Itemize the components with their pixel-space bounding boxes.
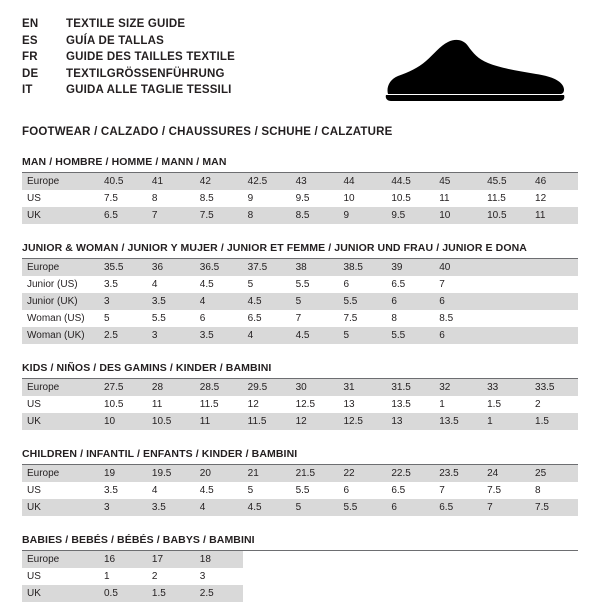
size-cell-empty [482,259,530,276]
size-cell: 8.5 [439,313,454,324]
size-cell: 12 [291,413,339,430]
size-cell: 9 [338,207,386,224]
size-cell: 7 [147,207,195,224]
size-block-man [22,156,578,224]
size-cell: 10.5 [147,413,195,430]
size-cell: 1 [104,571,110,582]
size-cell: 8.5 [291,207,339,224]
size-cell-empty [434,551,482,568]
language-row [22,33,235,50]
size-cell: 8 [151,193,158,204]
size-cell: 17 [147,551,195,568]
size-cell: 6 [386,499,434,516]
size-cell: 5.5 [151,313,166,324]
footwear-section-title: FOOTWEAR / CALZADO / CHAUSSURES / SCHUHE / CALZATURE [22,126,393,138]
table-row [22,551,578,568]
language-code: EN [22,18,39,30]
size-cell: 22 [338,465,386,482]
size-block-kids [22,362,578,430]
size-cell-empty [291,585,339,602]
size-cell: 7 [482,499,530,516]
size-cell: 6 [434,293,482,310]
size-cell: 7 [295,313,302,324]
size-cell: 3 [199,571,206,582]
size-cell-empty [530,259,578,276]
table-row [22,259,578,276]
size-table-children [22,465,578,516]
size-cell: 44.5 [386,173,434,190]
size-cell: 5 [291,499,339,516]
size-cell: 9.5 [295,193,310,204]
size-cell: 13.5 [391,399,411,410]
size-cell: 7.5 [343,313,358,324]
block-title: BABIES / BEBÉS / BÉBÉS / BABYS / BAMBINI [22,534,578,551]
size-cell-empty [291,568,339,585]
size-cell: 3 [99,499,147,516]
document-header [22,16,578,112]
table-row [22,276,578,293]
row-label: US [27,399,41,410]
size-cell: 19.5 [147,465,195,482]
size-cell: 29.5 [243,379,291,396]
language-title: GUIDA ALLE TAGLIE TESSILI [66,84,232,96]
size-cell: 36 [147,259,195,276]
size-cell-empty [386,568,434,585]
size-cell-empty [482,551,530,568]
size-table-junior-woman [22,259,578,344]
size-cell: 4.5 [243,499,291,516]
size-cell: 33.5 [530,379,578,396]
size-cell-empty [530,551,578,568]
row-label: US [27,193,41,204]
size-cell-empty [338,551,386,568]
size-cell: 6 [343,485,350,496]
size-cell: 10 [99,413,147,430]
size-cell: 3.5 [147,499,195,516]
table-row [22,379,578,396]
size-cell: 4 [195,293,243,310]
size-cell: 5 [247,279,254,290]
table-row [22,190,578,207]
size-cell: 38.5 [338,259,386,276]
size-cell: 42.5 [243,173,291,190]
row-label: UK [22,413,99,430]
size-cell: 7.5 [104,193,118,204]
size-cell: 10 [434,207,482,224]
size-block-children [22,448,578,516]
block-title: CHILDREN / INFANTIL / ENFANTS / KINDER / BAMBINI [22,448,578,465]
size-cell: 9.5 [386,207,434,224]
size-cell: 4 [151,279,158,290]
language-code: ES [22,34,38,47]
size-cell: 6.5 [247,313,262,324]
size-table-man [22,173,578,224]
row-label: UK [22,207,99,224]
language-row [22,66,235,83]
size-cell: 3.5 [147,293,195,310]
size-cell: 6 [343,279,350,290]
size-cell: 2.5 [99,327,147,344]
size-cell: 44 [338,173,386,190]
size-cell: 28 [147,379,195,396]
size-cell: 5 [291,293,339,310]
size-cell: 10 [343,193,355,204]
size-cell: 21.5 [291,465,339,482]
size-cell: 5 [104,313,110,324]
size-cell-empty [530,568,578,585]
size-cell: 37.5 [243,259,291,276]
row-label: Junior (US) [27,279,78,290]
language-title: GUIDE DES TAILLES TEXTILE [66,51,235,63]
size-cell: 38 [291,259,339,276]
size-cell: 35.5 [99,259,147,276]
size-cell: 5.5 [295,279,310,290]
size-cell: 43 [291,173,339,190]
size-cell: 4 [243,327,291,344]
row-label: Woman (UK) [22,327,99,344]
language-row [22,49,235,66]
size-cell: 1 [439,399,445,410]
size-cell-empty [482,327,530,344]
row-label: US [27,571,41,582]
size-cell: 4.5 [199,485,214,496]
size-block-babies [22,534,578,602]
table-row [22,413,578,430]
size-cell: 31.5 [386,379,434,396]
block-title: KIDS / NIÑOS / DES GAMINS / KINDER / BAMBINI [22,362,578,379]
table-row [22,293,578,310]
size-cell-empty [530,276,578,293]
size-cell: 1 [482,413,530,430]
size-cell: 12 [247,399,259,410]
size-cell: 24 [482,465,530,482]
size-cell: 3 [99,293,147,310]
size-cell: 40.5 [99,173,147,190]
size-cell-empty [482,293,530,310]
size-cell: 6.5 [434,499,482,516]
language-title: GUÍA DE TALLAS [66,34,164,47]
size-table-babies [22,551,578,602]
size-cell-empty [434,568,482,585]
table-row [22,585,578,602]
language-code: IT [22,84,33,96]
row-label: Europe [22,379,99,396]
size-cell: 3.5 [104,485,118,496]
size-cell-empty [530,327,578,344]
row-label: Europe [22,465,99,482]
table-row [22,327,578,344]
size-cell: 25 [530,465,578,482]
size-cell: 36.5 [195,259,243,276]
size-cell: 11.5 [243,413,291,430]
size-cell-empty [530,310,578,327]
size-cell: 6 [386,293,434,310]
language-title-list-body [22,16,235,99]
table-row [22,482,578,499]
size-block-junior-woman [22,242,578,344]
size-cell: 6.5 [391,279,406,290]
size-cell: 1.5 [530,413,578,430]
size-cell-empty [386,585,434,602]
size-cell: 12.5 [295,399,316,410]
size-cell: 10.5 [482,207,530,224]
size-cell: 11 [439,193,450,204]
size-cell: 22.5 [386,465,434,482]
size-cell: 18 [195,551,243,568]
size-cell: 6 [199,313,206,324]
size-cell: 6.5 [391,485,406,496]
size-cell: 13 [386,413,434,430]
size-cell: 3.5 [195,327,243,344]
language-title: TEXTILE SIZE GUIDE [66,18,186,30]
size-cell: 7.5 [487,485,502,496]
size-cell: 27.5 [99,379,147,396]
size-cell: 7.5 [195,207,243,224]
block-title: JUNIOR & WOMAN / JUNIOR Y MUJER / JUNIOR ET FEMME / JUNIOR UND FRAU / JUNIOR E DONA [22,242,578,259]
size-cell: 1.5 [147,585,195,602]
size-cell: 11.5 [487,193,506,204]
size-cell: 4.5 [243,293,291,310]
size-cell-empty [243,551,291,568]
size-cell: 11 [195,413,243,430]
table-row [22,396,578,413]
size-cell-empty [386,551,434,568]
language-row [22,82,235,99]
row-label: Europe [22,173,99,190]
table-row [22,207,578,224]
size-cell: 13 [343,399,355,410]
size-cell: 45.5 [482,173,530,190]
size-cell: 11 [151,399,163,410]
size-cell-empty [291,551,339,568]
size-cell: 0.5 [99,585,147,602]
size-cell: 7 [439,485,445,496]
size-cell: 2 [151,571,158,582]
size-cell-empty [482,310,530,327]
size-cell: 20 [195,465,243,482]
size-cell-empty [243,585,291,602]
size-cell: 19 [99,465,147,482]
size-cell: 7.5 [530,499,578,516]
table-row [22,499,578,516]
size-cell: 46 [530,173,578,190]
size-cell: 23.5 [434,465,482,482]
block-title: MAN / HOMBRE / HOMME / MANN / MAN [22,156,578,173]
size-cell: 5 [338,327,386,344]
size-cell: 4.5 [291,327,339,344]
table-row [22,465,578,482]
language-code: FR [22,51,38,63]
size-cell: 8.5 [199,193,214,204]
size-cell-empty [338,568,386,585]
row-label: US [27,485,41,496]
size-cell: 30 [291,379,339,396]
size-cell: 42 [195,173,243,190]
row-label: Woman (US) [27,313,85,324]
size-table-kids [22,379,578,430]
row-label: UK [22,499,99,516]
size-cell: 12.5 [338,413,386,430]
size-cell: 4 [151,485,158,496]
size-cell: 3.5 [104,279,118,290]
size-cell: 10.5 [391,193,411,204]
size-cell: 41 [147,173,195,190]
language-title-list [22,16,235,99]
size-cell-empty [530,585,578,602]
size-cell: 12 [535,193,547,204]
size-cell: 4 [195,499,243,516]
size-cell: 21 [243,465,291,482]
size-cell: 6.5 [99,207,147,224]
size-cell: 5 [247,485,254,496]
size-cell: 16 [99,551,147,568]
size-cell-empty [482,585,530,602]
table-row [22,310,578,327]
size-cell: 8 [535,485,541,496]
size-cell: 5.5 [295,485,310,496]
size-cell-empty [530,293,578,310]
dress-shoe-icon [378,32,568,112]
size-cell: 10.5 [104,399,124,410]
size-cell: 7 [439,279,445,290]
size-cell: 31 [338,379,386,396]
size-cell: 33 [482,379,530,396]
size-cell: 32 [434,379,482,396]
size-cell: 5.5 [338,499,386,516]
size-cell-empty [482,276,530,293]
size-cell: 11.5 [199,399,219,410]
language-title: TEXTILGRÖSSENFÜHRUNG [66,67,225,80]
row-label: UK [22,585,99,602]
table-row [22,173,578,190]
size-cell-empty [338,585,386,602]
language-code: DE [22,67,39,80]
size-cell: 2 [535,399,541,410]
size-cell: 5.5 [338,293,386,310]
language-row [22,16,235,33]
size-cell-empty [243,568,291,585]
size-cell: 3 [147,327,195,344]
size-cell: 4.5 [199,279,214,290]
table-row [22,568,578,585]
size-cell: 8 [391,313,397,324]
size-cell: 13.5 [434,413,482,430]
size-cell: 11 [530,207,578,224]
size-cell: 2.5 [195,585,243,602]
size-cell: 6 [434,327,482,344]
size-cell: 5.5 [386,327,434,344]
size-cell-empty [434,585,482,602]
size-cell: 8 [243,207,291,224]
size-cell: 39 [386,259,434,276]
size-cell: 45 [434,173,482,190]
size-cell: 28.5 [195,379,243,396]
size-cell: 40 [434,259,482,276]
row-label: Europe [22,259,99,276]
size-cell: 1.5 [487,399,502,410]
size-cell: 9 [247,193,254,204]
row-label: Junior (UK) [22,293,99,310]
row-label: Europe [22,551,99,568]
size-cell-empty [482,568,530,585]
